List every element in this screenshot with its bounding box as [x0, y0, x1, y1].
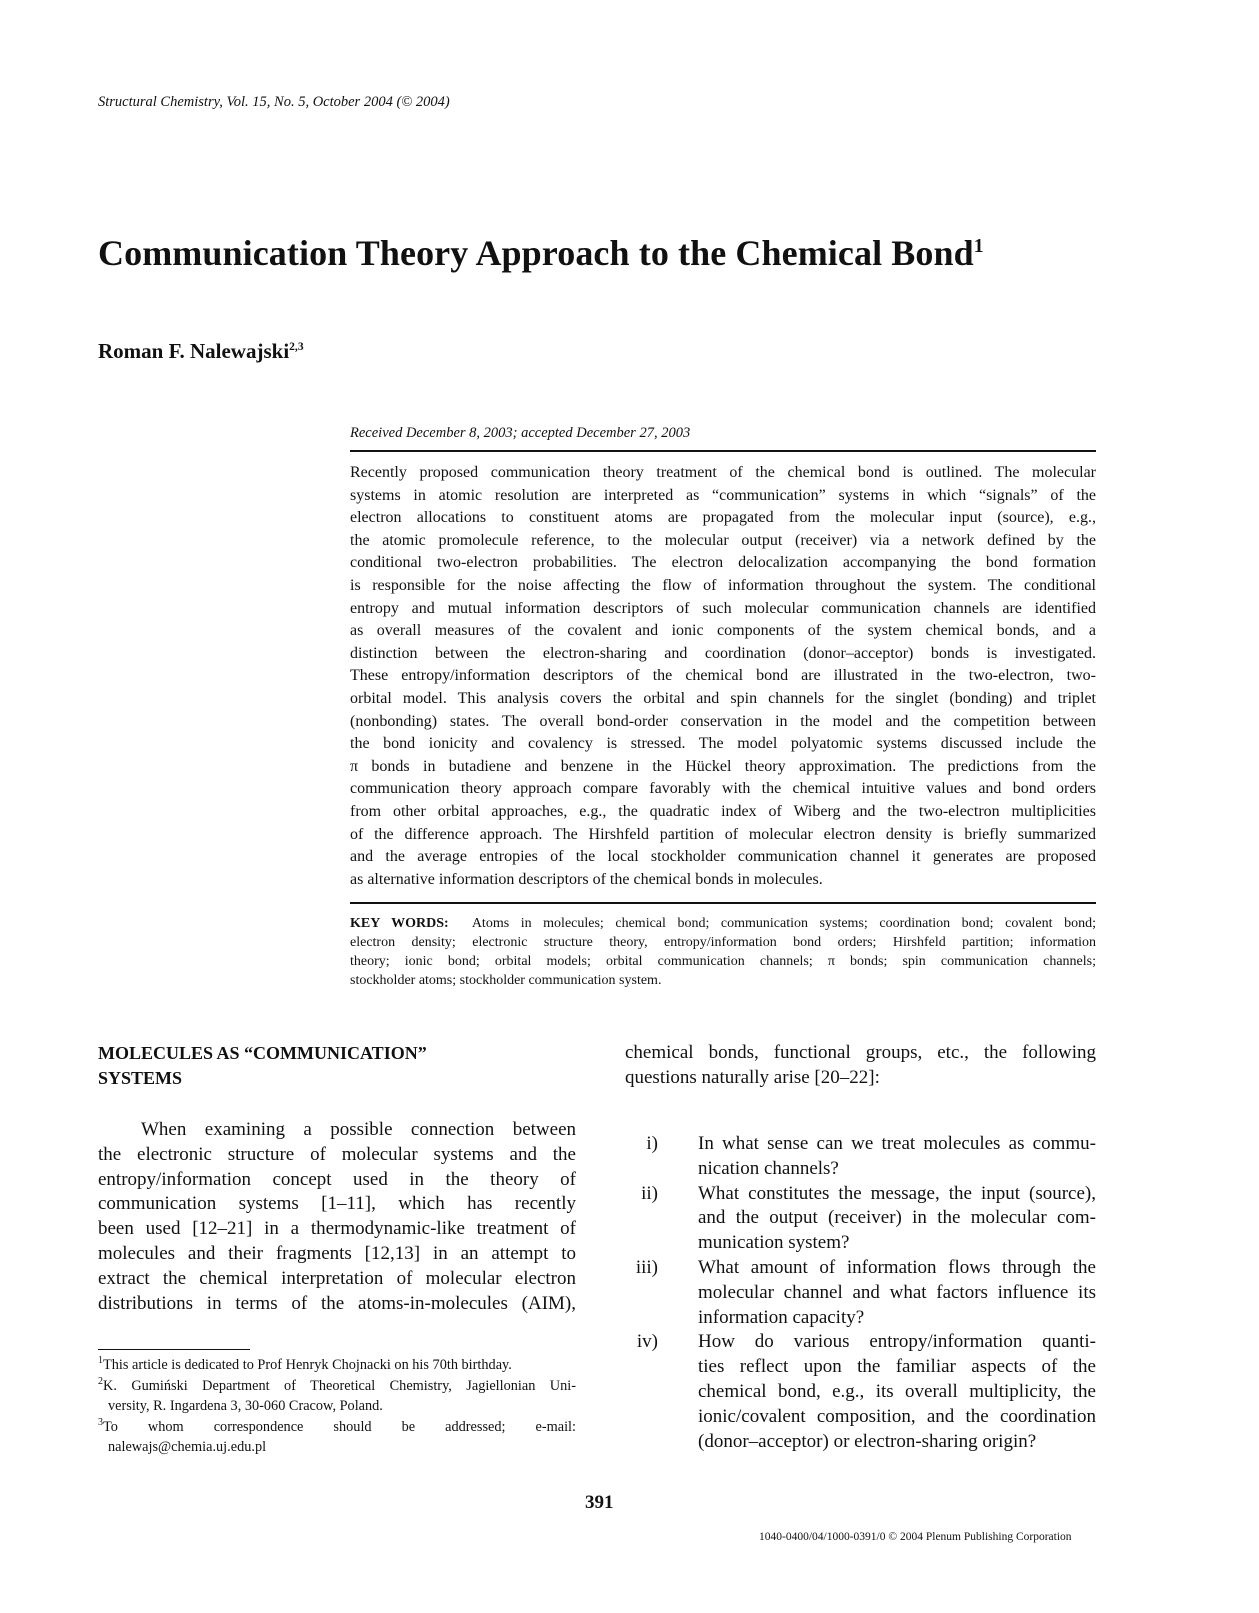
received-dates: Received December 8, 2003; accepted December 27, 2003	[350, 425, 691, 441]
body-line: the electronic structure of molecular systems and the	[98, 1143, 576, 1165]
keywords-text: Atoms in molecules; chemical bond; communication systems; coordination bond; covalent bond;	[471, 916, 1096, 931]
abstract-line: (nonbonding) states. The overall bond-order conservation in the model and the competition between	[350, 712, 1096, 730]
list-item-line: What constitutes the message, the input (source),	[698, 1182, 1096, 1204]
body-line: communication systems [1–11], which has recently	[98, 1193, 576, 1215]
list-item-line: What amount of information flows through the	[698, 1256, 1096, 1278]
list-item	[635, 1256, 1096, 1330]
title-footnote-marker: 1	[973, 235, 984, 257]
footnote-marker: 3	[98, 1417, 103, 1429]
list-item-line: and the output (receiver) in the molecular com-	[698, 1207, 1096, 1229]
body-line: When examining a possible connection between	[141, 1119, 576, 1140]
footnote-3-cont: nalewajs@chemia.uj.edu.pl	[108, 1439, 267, 1456]
abstract-line: as overall measures of the covalent and ionic components of the system chemical bonds, and a	[350, 622, 1096, 640]
abstract-line: Recently proposed communication theory treatment of the chemical bond is outlined. The molecular	[350, 464, 1096, 481]
abstract-line: and the average entropies of the local stockholder communication channel it generates are proposed	[350, 848, 1096, 866]
keywords	[350, 914, 1096, 990]
abstract-line: is responsible for the noise affecting the flow of information throughout the system. The conditional	[350, 576, 1096, 594]
list-item-number: iv)	[636, 1331, 658, 1353]
list-item	[636, 1330, 1096, 1454]
keywords-line: theory; ionic bond; orbital models; orbital communication channels; π bonds; spin communication channels;	[350, 954, 1096, 969]
footnote-3	[98, 1417, 576, 1438]
body-line: entropy/information concept used in the theory of	[98, 1168, 576, 1190]
right-column-intro	[625, 1041, 1096, 1091]
abstract-line: conditional two-electron probabilities. The electron delocalization accompanying the bond formation	[350, 554, 1096, 572]
journal-citation: Structural Chemistry, Vol. 15, No. 5, October 2004 (© 2004)	[98, 94, 450, 110]
list-item-line: molecular channel and what factors influence its	[698, 1281, 1096, 1303]
keywords-line: stockholder atoms; stockholder communication system.	[350, 973, 662, 988]
section-heading	[98, 1041, 578, 1091]
author-text: Roman F. Nalewajski	[98, 339, 290, 363]
list-item-line: munication system?	[698, 1232, 850, 1254]
author-footnote-marker: 2,3	[289, 341, 304, 353]
footnotes	[98, 1355, 576, 1458]
copyright-line: 1040-0400/04/1000-0391/0 © 2004 Plenum Publishing Corporation	[759, 1531, 1072, 1543]
abstract-line: distinction between the electron-sharing and coordination (donor–acceptor) bonds is investigated.	[350, 644, 1096, 662]
abstract	[350, 462, 1096, 891]
section-heading-line: SYSTEMS	[98, 1068, 183, 1088]
footnote-2-cont: versity, R. Ingardena 3, 30-060 Cracow, Poland.	[108, 1398, 383, 1415]
list-item-number: ii)	[641, 1182, 658, 1204]
footnote-rule	[98, 1349, 250, 1350]
abstract-bottom-rule	[350, 902, 1096, 904]
list-item-line: How do various entropy/information quanti-	[698, 1331, 1096, 1353]
left-column-body	[98, 1118, 576, 1316]
abstract-line: as alternative information descriptors of the chemical bonds in molecules.	[350, 870, 823, 888]
footnote-marker: 1	[98, 1355, 103, 1367]
list-item-line: ties reflect upon the familiar aspects of the	[698, 1356, 1096, 1378]
list-item-number: iii)	[635, 1256, 658, 1278]
list-item-number: i)	[646, 1133, 658, 1154]
keywords-label: KEY WORDS:	[350, 916, 449, 931]
abstract-line: π bonds in butadiene and benzene in the Hückel theory approximation. The predictions from the	[350, 757, 1096, 775]
keywords-line: electron density; electronic structure theory, entropy/information bond orders; Hirshfeld partition; information	[350, 935, 1096, 950]
footnote-text: To whom correspondence should be addressed; e-mail:	[103, 1418, 576, 1435]
list-item-line: (donor–acceptor) or electron-sharing origin?	[698, 1430, 1037, 1452]
abstract-line: the atomic promolecule reference, to the molecular output (receiver) via a network defined by the	[350, 531, 1096, 549]
abstract-line: electron allocations to constituent atoms are propagated from the molecular input (source), e.g.,	[350, 509, 1096, 527]
footnote-text: K. Gumiński Department of Theoretical Chemistry, Jagiellonian Uni-	[103, 1377, 576, 1394]
body-line: extract the chemical interpretation of molecular electron	[98, 1267, 576, 1289]
abstract-line: communication theory approach compare favorably with the chemical intuitive values and bond orders	[350, 780, 1096, 798]
body-line: molecules and their fragments [12,13] in an attempt to	[98, 1242, 576, 1264]
body-line: questions naturally arise [20–22]:	[625, 1066, 880, 1088]
abstract-line: from other orbital approaches, e.g., the quadratic index of Wiberg and the two-electron multiplicities	[350, 802, 1096, 820]
abstract-line: systems in atomic resolution are interpreted as “communication” systems in which “signals” of the	[350, 486, 1096, 504]
article-title	[98, 232, 984, 274]
abstract-line: the bond ionicity and covalency is stressed. The model polyatomic systems discussed include the	[350, 735, 1096, 753]
list-item-line: chemical bond, e.g., its overall multiplicity, the	[698, 1380, 1096, 1402]
list-item-line: ionic/covalent composition, and the coordination	[698, 1405, 1096, 1427]
list-item-line: nication channels?	[698, 1157, 839, 1179]
footnote-1	[98, 1355, 576, 1376]
footnote-text: This article is dedicated to Prof Henryk Chojnacki on his 70th birthday.	[103, 1357, 512, 1373]
author-name	[98, 339, 304, 364]
abstract-line: orbital model. This analysis covers the orbital and spin channels for the singlet (bonding) and triplet	[350, 689, 1096, 707]
footnote-2	[98, 1376, 576, 1397]
abstract-line: of the difference approach. The Hirshfeld partition of molecular electron density is briefly summarized	[350, 825, 1096, 843]
body-line: distributions in terms of the atoms-in-molecules (AIM),	[98, 1292, 576, 1314]
abstract-line: entropy and mutual information descriptors of such molecular communication channels are identified	[350, 599, 1096, 617]
question-list	[635, 1132, 1096, 1454]
keywords-line	[350, 914, 1096, 933]
list-item-line: In what sense can we treat molecules as commu-	[698, 1133, 1096, 1154]
footnote-marker: 2	[98, 1375, 103, 1387]
title-text: Communication Theory Approach to the Chemical Bond	[98, 233, 974, 273]
abstract-top-rule	[350, 450, 1096, 452]
abstract-line: These entropy/information descriptors of the chemical bond are illustrated in the two-electron, two-	[350, 667, 1096, 685]
section-heading-line: MOLECULES AS “COMMUNICATION”	[98, 1043, 427, 1063]
body-line: chemical bonds, functional groups, etc., the following	[625, 1042, 1096, 1063]
body-line: been used [12–21] in a thermodynamic-like treatment of	[98, 1218, 576, 1240]
page-number: 391	[585, 1492, 614, 1513]
list-item	[646, 1132, 1096, 1182]
list-item	[641, 1182, 1096, 1256]
list-item-line: information capacity?	[698, 1306, 865, 1328]
